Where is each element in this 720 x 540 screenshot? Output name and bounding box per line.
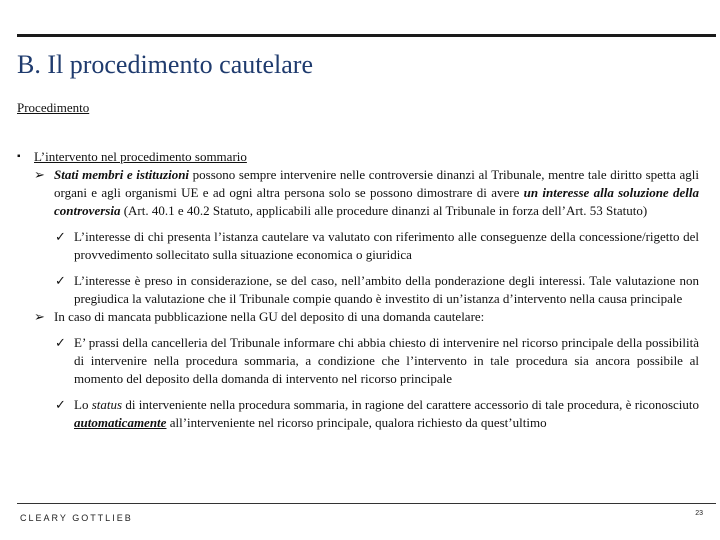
check-emphasis: status	[91, 397, 123, 412]
check-text: di interveniente nella procedura sommaria, in ragione del carattere accessorio di tale procedura, è riconosciuto	[122, 397, 699, 412]
bullet-item	[17, 148, 699, 166]
check-item	[17, 228, 699, 264]
checkmark-icon: ✓	[55, 229, 66, 244]
check-text: E’ prassi della cancelleria del Tribunale informare chi abbia chiesto di intervenire nel ricorso principale della possibilità di intervenire nella procedura sommaria, a condizione che l’intervento in tale procedura sia ancora possibile al momento del deposito della domanda di intervento nel ricorso principale	[74, 335, 699, 386]
slide-body	[17, 148, 699, 432]
footer-rule	[17, 503, 716, 504]
check-item	[17, 396, 699, 432]
check-emphasis: automaticamente	[74, 415, 167, 430]
top-rule	[17, 34, 716, 37]
check-item	[17, 334, 699, 388]
arrow-item	[17, 308, 699, 326]
arrow-item	[17, 166, 699, 220]
check-item	[17, 272, 699, 308]
arrow-bullet-icon: ➢	[34, 167, 45, 182]
square-bullet-icon: ▪	[17, 151, 21, 162]
check-text: L’interesse è preso in considerazione, se del caso, nell’ambito della ponderazione degli interessi. Tale valutazione non pregiudica la valutazione che il Tribunale compie quando è investito di un’istanza d’intervento nella causa principale	[74, 273, 699, 306]
checkmark-icon: ✓	[55, 273, 66, 288]
bullet-text: L’intervento nel procedimento sommario	[34, 149, 247, 164]
page-number: 23	[695, 510, 703, 517]
check-text: L’interesse di chi presenta l’istanza cautelare va valutato con riferimento alle conseguenze della concessione/rigetto del provvedimento sollecitato sulla situazione economica o giuridica	[74, 229, 699, 262]
arrow-text: In caso di mancata pubblicazione nella GU del deposito di una domanda cautelare:	[54, 309, 485, 324]
check-text: all’interveniente nel ricorso principale, qualora richiesto da quest’ultimo	[166, 415, 547, 430]
checkmark-icon: ✓	[55, 397, 66, 412]
section-heading: Procedimento	[17, 100, 90, 115]
arrow-lead-text: Stati membri e istituzioni	[54, 167, 190, 182]
check-text: Lo	[74, 397, 92, 412]
checkmark-icon: ✓	[55, 335, 66, 350]
arrow-emphasis: un interesse alla soluzione della controversia	[54, 185, 699, 218]
arrow-text: possono sempre intervenire nelle controversie dinanzi al Tribunale, mentre tale diritto spetta agli organi e agli organismi UE e ad ogni altra persona solo se possono dimostrare di avere	[54, 167, 699, 200]
arrow-bullet-icon: ➢	[34, 309, 45, 324]
slide-title: B. Il procedimento cautelare	[17, 50, 313, 79]
arrow-text: (Art. 40.1 e 40.2 Statuto, applicabili alle procedure dinanzi al Tribunale in forza dell’Art. 53 Statuto)	[120, 203, 648, 218]
footer-logo: CLEARY GOTTLIEB	[20, 513, 133, 523]
